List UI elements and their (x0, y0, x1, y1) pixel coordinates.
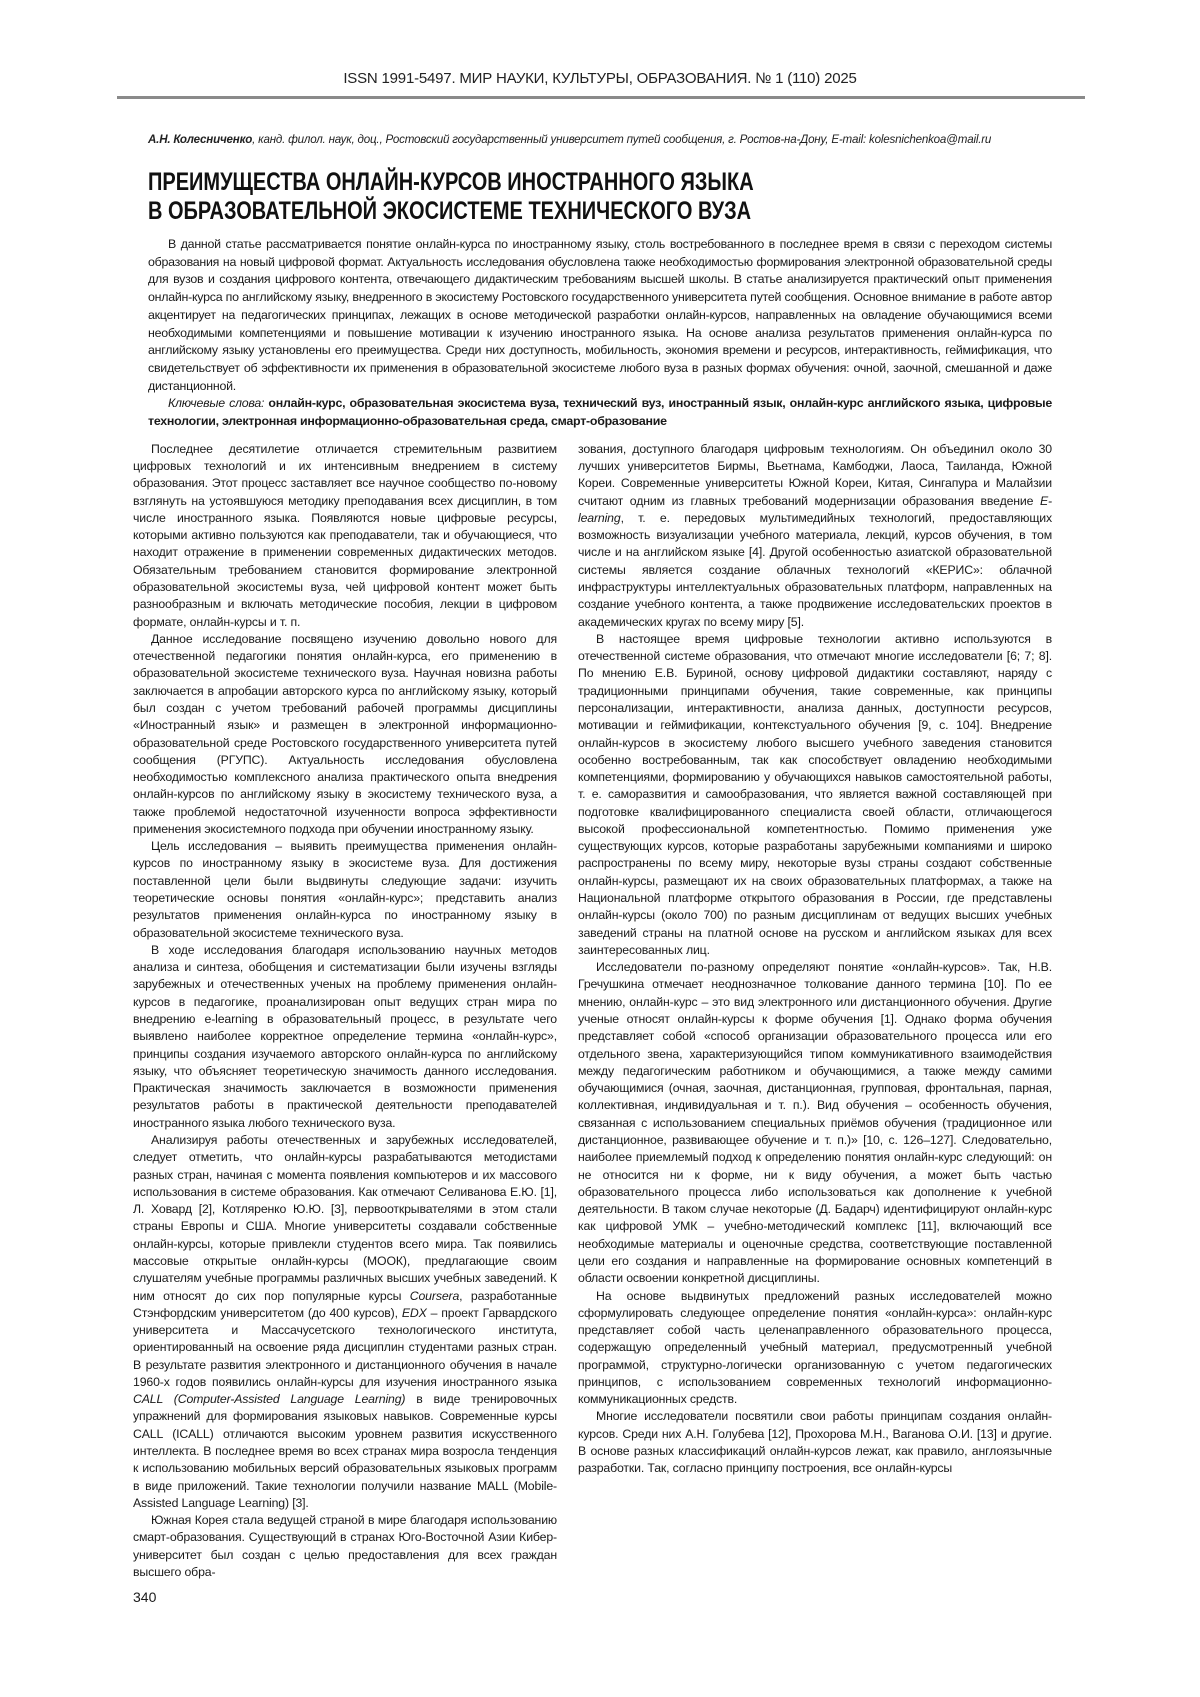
article-body-flow (133, 236, 1052, 1605)
paragraph-text: Последнее десятилетие отличается стремительным развитием цифровых технологий и их интенсивным внедрением в систему образования. Этот процесс заставляет все научное сообщество по-новому взглянуть на устоявшуюся методику преподавания всех дисциплин, в том числе иностранного языка. Появляются новые цифровые ресурсы, которыми активно пользуются как преподаватели, так и обучающиеся, что находит отражение в применении современных дидактических методов. Обязательным требованием становится формирование электронной образовательной экосистемы вуза, чей цифровой контент может быть разнообразным и включать методические пособия, лекции в цифровом формате, онлайн-курсы и т. п. (133, 441, 557, 629)
body-paragraph (133, 838, 557, 942)
paragraph-text: Данное исследование посвящено изучению довольно нового для отечественной педагогики понятия онлайн-курса, его применению в образовательной экосистеме технического вуза. Научная новизна работы заключается в апробации авторского курса по английскому языку, который был создан с учетом требований рабочей программы дисциплины «Иностранный язык» и размещен в электронной информационно- образовательной среде Ростовского государственного университета путей сообщения (РГУПС). Актуальность исследования обусловлена необходимостью комплексного анализа практического опыта внедрения онлайн-курсов по английскому языку в экосистему технического вуза, а также проблемой недостаточной изученности вопроса эффективности применения экосистемного подхода при обучении иностранному языку. (133, 631, 557, 836)
body-paragraph (133, 942, 557, 1132)
paragraph-text: Цель исследования – выявить преимущества применения онлайн-курсов по иностранному языку в экосистеме вуза. Для достижения поставленной цели были выдвинуты следующие задачи: изучить теоретические основы понятия «онлайн-курс»; представить анализ результатов применения онлайн-курса по иностранному языку в образовательной экосистеме технического вуза. (133, 839, 557, 940)
paragraph-italic-text: Coursera (409, 1288, 460, 1303)
body-paragraph (578, 1288, 1052, 1409)
author-name: А.Н. Колесниченко (148, 133, 253, 146)
author-line (148, 133, 1052, 146)
keywords (148, 395, 1052, 430)
paragraph-text: Анализируя работы отечественных и зарубежных исследователей, следует отметить, что онлайн-курсы разрабатываются методистами разных стран, начиная с момента появления компьютеров и их массового использования в системе образования. Как отмечают Селиванова Е.Ю. [1], Л. Ховард [2], Котляренко Ю.Ю. [3], первооткрывателями в этом стали страны Европы и США. Многие университеты создавали собственные онлайн-курсы, которые привлекли студентов всего мира. Так появились массовые открытые онлайн-курсы (МООК), предлагающие своим слушателям учебные программы различных высших учебных заведений. К ним относят до сих пор популярные курсы (133, 1132, 557, 1303)
paragraph-text: – проект Гарвардского университета и Массачусетского технологического института, ориентированный на освоение ряда дисциплин студентами разных стран. В результате развития электронного и дистанционного обучения в начале 1960-х годов появились онлайн-курсы для изучения иностранного языка (133, 1305, 557, 1389)
abstract (148, 236, 1052, 431)
paragraph-text: Многие исследователи посвятили свои работы принципам создания онлайн-курсов. Среди них А.Н. Голубева [12], Прохорова М.Н., Ваганова О.И. [13] и другие. В основе разных классификаций онлайн-курсов лежат, как правило, англоязычные разработки. Так, согласно принципу построения, все онлайн-курсы (578, 1409, 1052, 1476)
paragraph-italic-text: CALL (Computer-Assisted Language Learning) (133, 1392, 406, 1407)
paragraph-text: , разработанные Стэнфордским университетом (до 400 курсов), (133, 1288, 557, 1320)
body-paragraph (578, 1408, 1052, 1477)
body-paragraph (133, 441, 557, 631)
journal-header: ISSN 1991-5497. МИР НАУКИ, КУЛЬТУРЫ, ОБРАЗОВАНИЯ. № 1 (110) 2025 (343, 70, 857, 87)
article-title-line-1: ПРЕИМУЩЕСТВА ОНЛАЙН-КУРСОВ ИНОСТРАННОГО ЯЗЫКА (148, 168, 754, 196)
body-paragraph (133, 631, 557, 838)
author-details: , канд. филол. наук, доц., Ростовский государственный университет путей сообщения, г. Ростов-на-Дону, E-mail: kolesnichenkoa@mail.ru (252, 133, 992, 146)
abstract-text: В данной статье рассматривается понятие онлайн-курса по иностранному языку, столь востребованного в последнее время в связи с переходом системы образования на новый цифровой формат. Актуальность исследования обусловлена также необходимостью формирования электронной образовательной среды для вузов и создания цифрового контента, отвечающего дидактическим требованиям высшей школы. В статье анализируется практический опыт применения онлайн-курса по английскому языку, внедренного в экосистему Ростовского государственного университета путей сообщения. Основное внимание в работе автор акцентирует на педагогических принципах, лежащих в основе методической разработки онлайн-курсов, направленных на овладение обучающимися всеми необходимыми компетенциями и повышение мотивации к изучению иностранного языка. На основе анализа результатов применения онлайн-курса по английскому языку установлены его преимущества. Среди них доступность, мобильность, экономия времени и ресурсов, интерактивность, геймификация, что свидетельствует об эффективности их применения в образовательной экосистеме любого вуза в разных формах обучения: очной, заочной, смешанной и даже дистанционной. (148, 237, 1052, 393)
paragraph-text: Южная Корея стала ведущей страной в мире благодаря использованию смарт-образования. Существующий в странах Юго-Восточной Азии Кибер-университет был создан с целью предоставления для всех граждан высшего обра- (133, 1513, 557, 1580)
page-number: 340 (133, 1589, 157, 1606)
body-paragraph (133, 1512, 557, 1581)
article-title (148, 168, 754, 226)
paragraph-italic-text: EDX (401, 1305, 427, 1320)
paragraph-italic-text: E-learning (578, 493, 1052, 525)
body-column-right (578, 441, 1052, 1478)
body-column-left (133, 441, 557, 1582)
paragraph-text: В настоящее время цифровые технологии активно используются в отечественной системе образования, что отмечают многие исследователи [6; 7; 8]. По мнению Е.В. Буриной, основу цифровой дидактики составляют, наряду с традиционными принципами обучения, такие современные, как принципы персонализации, интерактивности, анализа данных, доступности ресурсов, мотивации и геймификации, контекстуального обучения [9, с. 104]. Внедрение онлайн-курсов в экосистему любого высшего учебного заведения становится особенно востребованным, так как способствует овладению необходимыми компетенциями, формированию у обучающихся навыков самостоятельной работы, т. е. саморазвития и самообразования, что является важной составляющей при подготовке квалифицированного специалиста своей области, отличающегося высокой профессиональной компетентностью. Помимо применения уже существующих курсов, которые разработаны зарубежными компаниями и широко распространены по всему миру, некоторые вузы страны создают собственные онлайн-курсы, размещают их на своих образовательных платформах, а также на Национальной платформе открытого образования в России, где представлены онлайн-курсы (около 700) по разным дисциплинам от ведущих высших учебных заведений страны на платной основе на русском и английском языках для всех заинтересованных лиц. (578, 631, 1052, 957)
paragraph-text: в виде тренировочных упражнений для формирования языковых навыков. Современные курсы CALL (ICALL) отличаются высоким уровнем развития искусственного интеллекта. В последнее время во всех странах мира возросла тенденция к использованию мобильных версий образовательных языковых программ в виде приложений. Такие технологии получили название MALL (Mobile-Assisted Language Learning) [3]. (133, 1392, 557, 1510)
header-divider (117, 96, 1085, 99)
paragraph-text: , т. е. передовых мультимедийных технологий, предоставляющих возможность визуализации учебного материала, лекций, курсов обучения, в том числе и на английском языке [4]. Другой особенностью азиатской образовательной системы является создание облачных технологий «КЕРИС»: облачной инфраструктуры интеллектуальных образовательных платформ, направленных на создание учебного контента, а также продвижение исследовательских проектов в академических кругах по всему миру [5]. (578, 510, 1052, 629)
keywords-label: Ключевые слова: (168, 396, 265, 411)
body-paragraph (578, 441, 1052, 631)
paragraph-text: На основе выдвинутых предложений разных исследователей можно сформулировать следующее определение понятия «онлайн-курса»: онлайн-курс представляет собой часть целенаправленного образовательного процесса, содержащую определенный учебный материал, предусмотренный учебной программой, структурно-логически организованную с учетом педагогических принципов, с использованием современных технологий информационно-коммуникационных средств. (578, 1288, 1052, 1407)
paragraph-text: зования, доступного благодаря цифровым технологиям. Он объединил около 30 лучших университетов Бирмы, Вьетнама, Камбоджи, Лаоса, Таиланда, Южной Кореи. Современные университеты Южной Кореи, Китая, Сингапура и Малайзии считают одним из главных требований модернизации образования введение (578, 441, 1052, 508)
body-paragraph (578, 959, 1052, 1287)
paragraph-text: Исследователи по-разному определяют понятие «онлайн-курсов». Так, Н.В. Гречушкина отмечает неоднозначное толкование данного термина [10]. По ее мнению, онлайн-курс – это вид электронного или дистанционного обучения. Другие ученые относят онлайн-курсы к форме обучения [1]. Однако форма обучения представляет собой «способ организации образовательного процесса или его отдельного звена, характеризующийся типом коммуникативного взаимодействия между педагогическим работником и обучающимися, а также между самими обучающимися (очная, заочная, дистанционная, групповая, фронтальная, парная, коллективная, индивидуальная и т. п.). Вид обучения – особенность обучения, связанная с использованием специальных приёмов обучения (традиционное или дистанционное, развивающее обучение и т. п.)» [10, с. 126–127]. Следовательно, наиболее приемлемый подход к определению понятия онлайн-курс следующий: он не относится ни к форме, ни к виду обучения, а может быть частью образовательного процесса либо использоваться как дополнение к учебной деятельности. В таком случае некоторые (Д. Бадарч) идентифицируют онлайн-курс как цифровой УМК – учебно-методический комплекс [11], включающий все необходимые материалы и оценочные средства, соответствующие поставленной цели его создания и направленные на формирование основных компетенций в области освоении конкретной дисциплины. (578, 960, 1052, 1286)
body-columns (133, 441, 1052, 1582)
paragraph-text: В ходе исследования благодаря использованию научных методов анализа и синтеза, обобщения и систематизации были изучены взгляды зарубежных и отечественных ученых на проблему применения онлайн-курсов в педагогике, проанализирован опыт ведущих стран мира по внедрению e-learning в образовательный процесс, в результате чего выявлено наиболее корректное определение термина «онлайн-курс», принципы создания изучаемого авторского онлайн-курса по английскому языку, что объясняет теоретическую значимость данного исследования. Практическая значимость заключается в возможности применения результатов работы в практической деятельности преподавателей иностранного языка любого технического вуза. (133, 942, 557, 1130)
body-paragraph (133, 1132, 557, 1512)
article-title-line-2: В ОБРАЗОВАТЕЛЬНОЙ ЭКОСИСТЕМЕ ТЕХНИЧЕСКОГО ВУЗА (148, 197, 752, 225)
keywords-list: онлайн-курс, образовательная экосистема вуза, технический вуз, иностранный язык, онлайн-курс английского языка, цифровые технологии, электронная информационно-образовательная среда, смарт-образование (148, 396, 1052, 429)
body-paragraph (578, 631, 1052, 959)
